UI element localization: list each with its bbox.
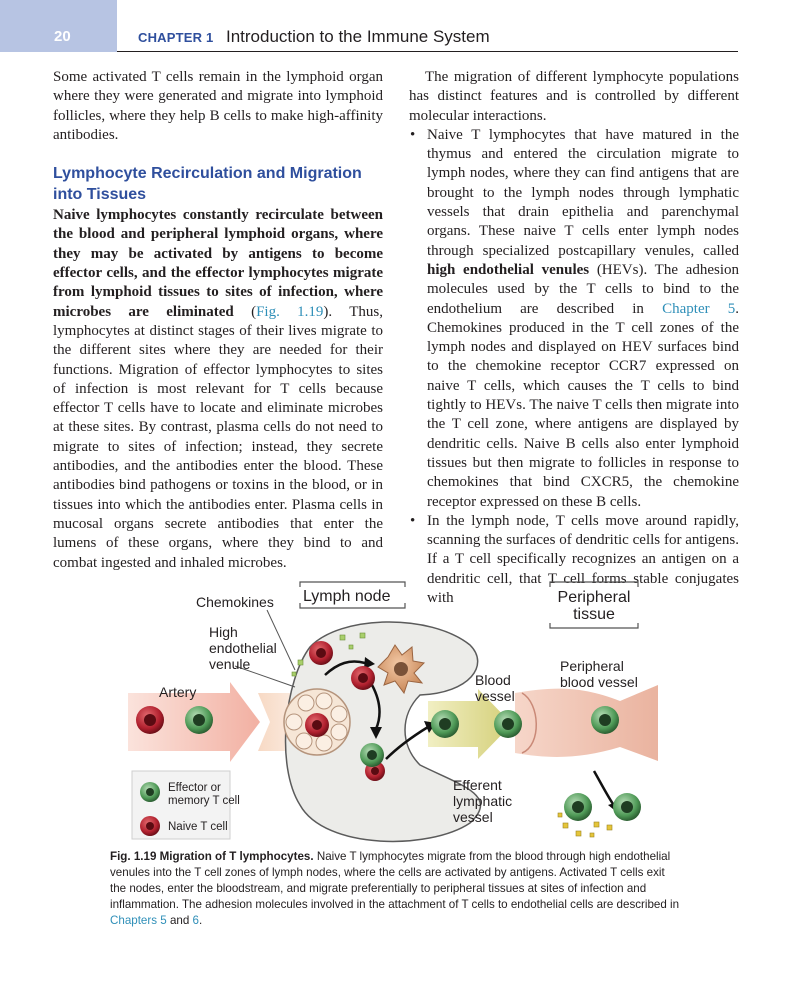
label-chemokines: Chemokines [196, 594, 274, 610]
right-column [409, 68, 739, 608]
recirculation-paragraph [53, 206, 383, 573]
migration-intro-paragraph: The migration of different lymphocyte populations has distinct features and is controlled by different molecular interactions. [409, 69, 739, 124]
caption-chapter-link-6[interactable]: 6 [192, 914, 199, 927]
lead-sentence: Naive lymphocytes constantly recirculate between the blood and peripheral lymphoid organs, where they may be activated by antigens to become effector cells, and the effector lymphocytes migrate from lymphoid tissues to sites of infection, where microbes are eliminated [53, 207, 383, 320]
left-column [53, 68, 383, 573]
figure-caption [110, 849, 682, 929]
bold-term-hev: high endothelial venules [427, 261, 590, 278]
bullet-list [409, 126, 739, 608]
label-hev-line2: endothelial [209, 640, 277, 656]
bullet-item-naive-t-cells [409, 126, 739, 512]
legend-naive: Naive T cell [168, 821, 228, 833]
label-lymph-node: Lymph node [303, 588, 391, 605]
label-efferent-line1: Efferent [453, 777, 502, 793]
caption-text: Naive T lymphocytes migrate from the blood through high endothelial venules into the T cell zones of lymph nodes, where the cells are activated by antigens. Activated T cells exit the nodes, enter the bloodstream, and migrate preferentially to peripheral tissues at sites of infection and inflammation. The adhesion molecules involved in the attachment of T cells to endothelial cells are described in [110, 850, 680, 911]
label-peripheral-tissue-line2: tissue [573, 606, 615, 623]
label-efferent-line2: lymphatic [453, 793, 513, 809]
label-blood-vessel-line2: vessel [475, 688, 515, 704]
bullet-text: Naive T lymphocytes that have matured in the thymus and entered the circulation migrate to lymph nodes, where they can find antigens that are brought to the lymph nodes through lymphatic vessels that drain epithelia and parenchymal organs. These naive T cells enter lymph nodes through specialized postcapillary venules, called [427, 126, 739, 259]
bullet-item-lymph-node-scanning: • In the lymph node, T cells move around rapidly, scanning the surfaces of dendritic cells for antigens. If a T cell specifically recognizes an antigen on a dendritic cell, that T cell forms stable conjugates with [409, 512, 739, 608]
section-heading: Lymphocyte Recirculation and Migration into Tissues [53, 165, 362, 204]
chapter-title: Introduction to the Immune System [226, 27, 490, 46]
caption-chapter-link-5[interactable]: Chapters 5 [110, 914, 167, 927]
bullet-text: . Chemokines produced in the T cell zones of the lymph nodes and displayed on HEV surfaces bind to the chemokine receptor CCR7 expressed on naive T cells, which causes the T cells to bind tightly to HEVs. The naive T cells then migrate into the T cell zone, where antigens are displayed by dendritic cells. Naive B cells also enter lymphoid tissues but then migrate to follicles in response to chemokines that bind CXCR5, the chemokine receptor expressed on these B cells. [427, 300, 740, 510]
legend-effector-line2: memory T cell [168, 795, 240, 807]
figure-illustration [110, 575, 742, 847]
figure-lymphocyte-migration [110, 575, 742, 847]
intro-paragraph: Some activated T cells remain in the lymphoid organ where they were generated and migrate into lymphoid follicles, where they help B cells to make high-affinity antibodies. [53, 69, 383, 143]
label-peripheral-blood-vessel-line1: Peripheral [560, 658, 624, 674]
chapter-reference-link[interactable]: Chapter 5 [662, 300, 736, 317]
caption-label: Fig. 1.19 [110, 850, 157, 863]
label-peripheral-tissue-line1: Peripheral [557, 589, 631, 606]
caption-and: and [166, 914, 193, 927]
bullet-text: (HEVs). The adhesion molecules used by the T cells to bind to the endothelium are described in [427, 261, 739, 317]
label-artery: Artery [159, 684, 197, 700]
label-blood-vessel-line1: Blood [475, 672, 511, 688]
caption-end: . [198, 914, 203, 927]
caption-title: Migration of T lymphocytes. [159, 850, 314, 863]
label-efferent-line3: vessel [453, 809, 493, 825]
lead-open-paren: ( [233, 303, 257, 320]
chapter-label: CHAPTER 1 [138, 30, 214, 45]
page-number: 20 [54, 28, 71, 45]
header-rule [117, 51, 738, 52]
legend-effector-line1: Effector or [168, 782, 221, 794]
label-hev-line1: High [209, 624, 238, 640]
paragraph-text: ). Thus, lymphocytes at distinct stages of their lives migrate to the different sites where they are needed for their functions. Migration of effector lymphocytes to sites of infection is most relevant for T cells because effector T cells have to locate and eliminate microbes at these sites. By contrast, plasma cells do not need to migrate to sites of infection; instead, they secrete antibodies, and the antibodies enter the blood. These antibodies bind pathogens or toxins in the blood, or in tissues into which the antibodies enter. Plasma cells in mucosal organs secrete antibodies that enter the lumens of these organs, where they bind to and combat ingested and inhaled microbes. [53, 303, 383, 571]
figure-reference-link[interactable]: Fig. 1.19 [256, 303, 324, 320]
label-peripheral-blood-vessel-line2: blood vessel [560, 674, 638, 690]
label-hev-line3: venule [209, 656, 251, 672]
